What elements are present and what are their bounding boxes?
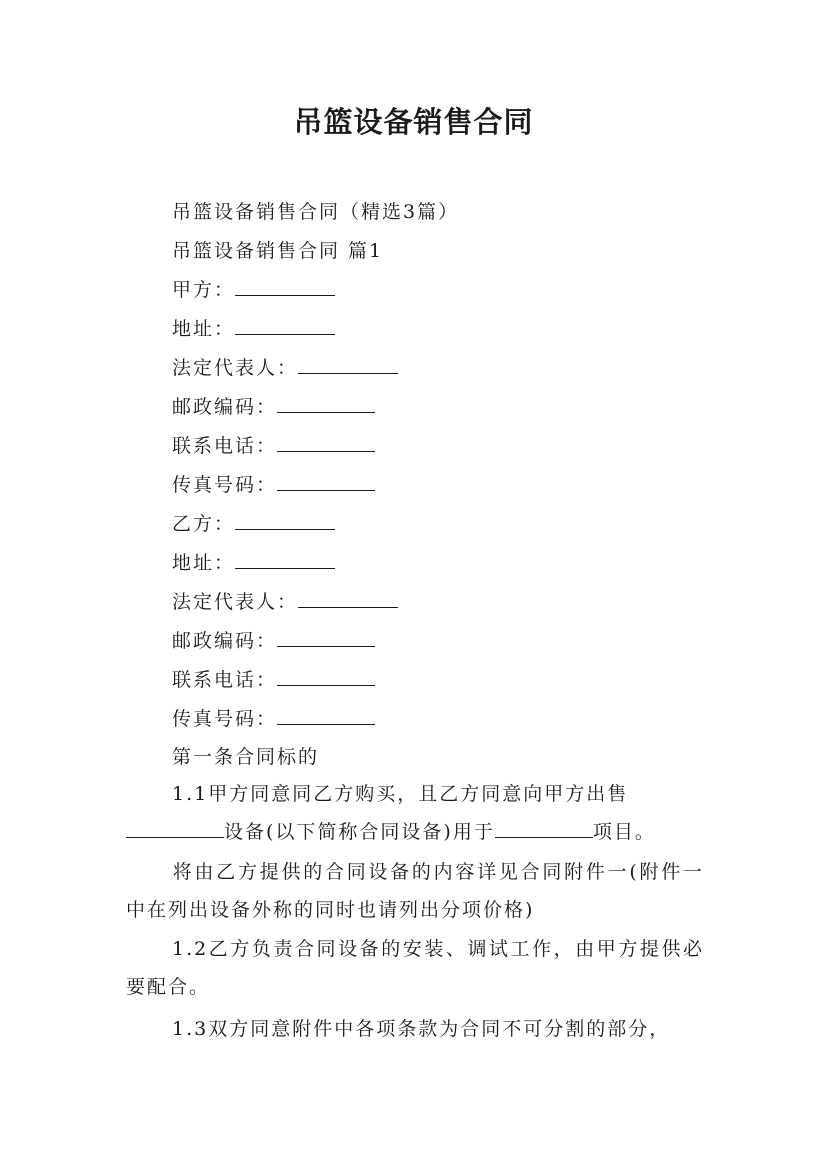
party-a-fax-line	[172, 472, 375, 498]
clause-1-1-mid: 设备(以下简称合同设备)用于	[224, 821, 495, 843]
subtitle: 吊篮设备销售合同（精选3篇）	[172, 201, 460, 223]
party-b-legal-rep-label: 法定代表人：	[172, 591, 299, 613]
party-b-fax-blank	[277, 706, 375, 725]
party-b-blank	[235, 511, 335, 530]
party-a-address-line	[172, 316, 335, 342]
party-b-postcode-label: 邮政编码：	[172, 630, 278, 652]
document-title: 吊篮设备销售合同	[293, 105, 534, 139]
party-b-phone-line	[172, 667, 375, 693]
clause-1-2	[126, 930, 704, 1006]
party-a-fax-blank	[277, 472, 375, 491]
party-b-address-label: 地址：	[172, 552, 236, 574]
project-blank	[495, 819, 593, 838]
party-b-legal-rep-blank	[298, 589, 398, 608]
attachment-text: 将由乙方提供的合同设备的内容详见合同附件一(附件一中在列出设备外称的同时也请列出分项价格)	[126, 861, 704, 921]
party-a-postcode-label: 邮政编码：	[172, 396, 278, 418]
party-a-address-blank	[235, 316, 335, 335]
party-b-line	[172, 511, 335, 537]
section-heading: 吊篮设备销售合同 篇1	[172, 240, 384, 262]
party-a-phone-line	[172, 433, 375, 459]
party-b-fax-line	[172, 706, 375, 732]
party-b-fax-label: 传真号码：	[172, 708, 278, 730]
clause-1-1	[126, 775, 704, 851]
party-b-address-line	[172, 550, 335, 576]
clause-1-1-end: 项目。	[592, 821, 656, 843]
clause-1-1-text: 1.1甲方同意同乙方购买，且乙方同意向甲方出售	[172, 783, 629, 805]
attachment-paragraph	[126, 853, 704, 929]
party-a-legal-rep-line	[172, 355, 398, 381]
equipment-blank	[126, 819, 224, 838]
party-a-legal-rep-label: 法定代表人：	[172, 357, 299, 379]
party-a-phone-label: 联系电话：	[172, 435, 278, 457]
party-a-blank	[235, 277, 335, 296]
party-a-line	[172, 277, 335, 303]
clause-1-2-text: 1.2乙方负责合同设备的安装、调试工作，由甲方提供必要配合。	[126, 938, 704, 998]
party-a-postcode-blank	[277, 394, 375, 413]
clause-1-3	[126, 1010, 704, 1048]
party-b-postcode-line	[172, 628, 375, 654]
party-b-postcode-blank	[277, 628, 375, 647]
party-b-phone-blank	[277, 667, 375, 686]
party-b-label: 乙方：	[172, 513, 236, 535]
party-b-address-blank	[235, 550, 335, 569]
party-a-legal-rep-blank	[298, 355, 398, 374]
clause-1-3-text: 1.3双方同意附件中各项条款为合同不可分割的部分，	[172, 1018, 671, 1040]
party-b-phone-label: 联系电话：	[172, 669, 278, 691]
party-a-phone-blank	[277, 433, 375, 452]
party-a-postcode-line	[172, 394, 375, 420]
party-a-address-label: 地址：	[172, 318, 236, 340]
party-a-fax-label: 传真号码：	[172, 474, 278, 496]
article-1-title: 第一条合同标的	[172, 746, 320, 768]
party-b-legal-rep-line	[172, 589, 398, 615]
party-a-label: 甲方：	[172, 279, 236, 301]
